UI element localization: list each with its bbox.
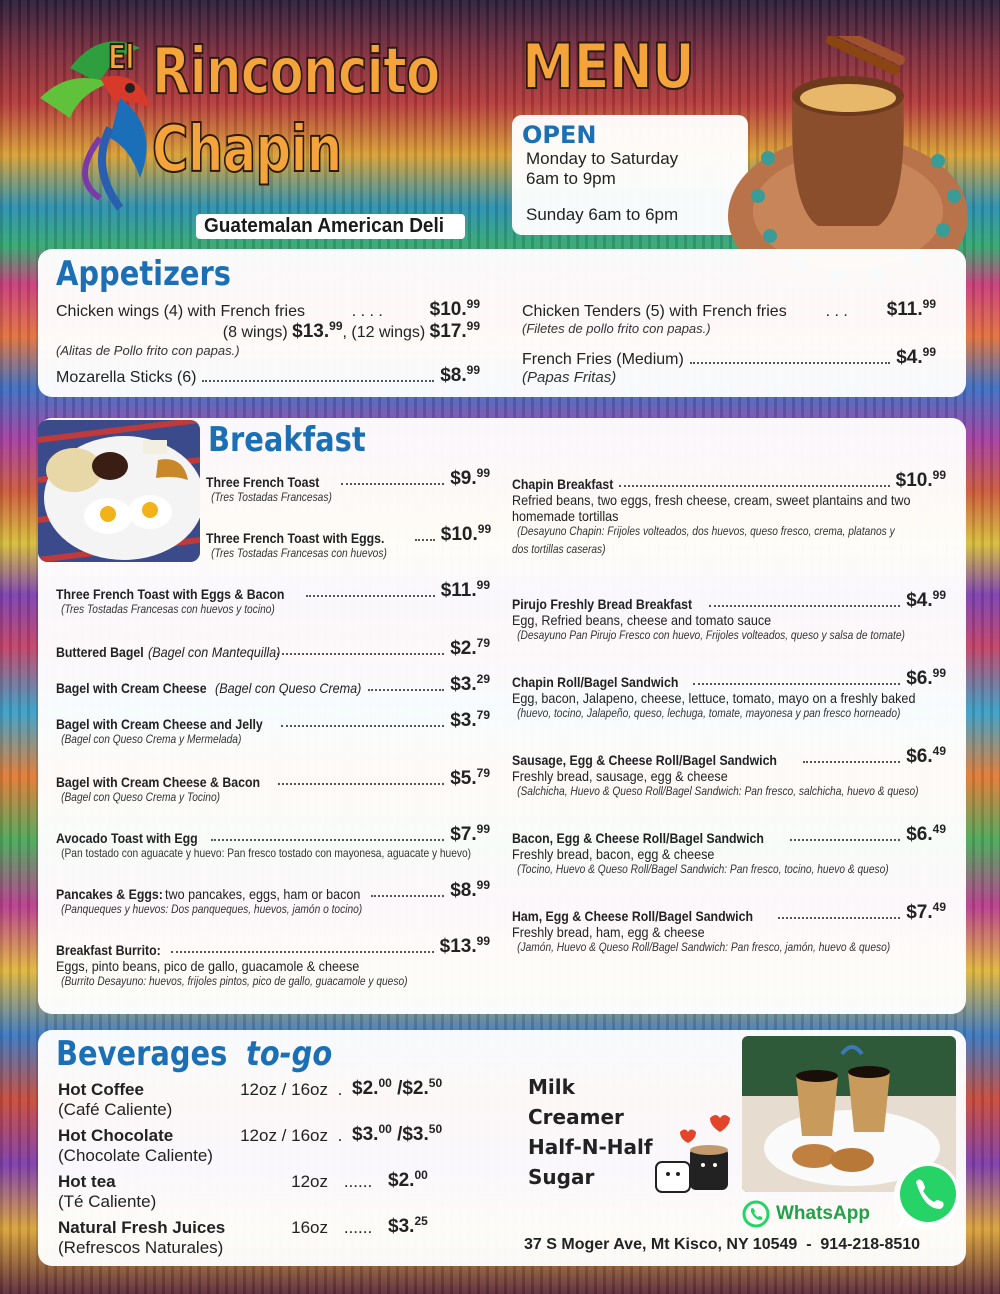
brand-line-2: Chapin xyxy=(152,113,342,187)
item-price: $9.99 xyxy=(450,466,490,489)
breakfast-title: Breakfast xyxy=(208,420,366,460)
breakfast-item: Pirujo Freshly Bread Breakfast $4.99 Egg, Refried beans, cheese and tomato sauce (Desayuno Pan Pirujo Fresco con huevo, Frijoles volteados, queso y salsa de tomate) xyxy=(512,588,946,642)
breakfast-item: Three French Toast with Eggs. $10.99 (Tres Tostadas Francesas con huevos) xyxy=(206,522,492,560)
hours-title: OPEN xyxy=(522,121,597,149)
whatsapp-icon[interactable] xyxy=(890,1158,966,1234)
item-name: French Fries (Medium) xyxy=(522,351,684,368)
extra-sugar: Sugar xyxy=(528,1165,595,1189)
item-price: $8.99 xyxy=(440,363,480,386)
beverages-panel xyxy=(38,1030,966,1266)
breakfast-item: Sausage, Egg & Cheese Roll/Bagel Sandwich $6.49 Freshly bread, sausage, egg & cheese (Salchicha, Huevo & Queso Roll/Bagel Sandwich: Pan fresco, salchicha, huevo & queso) xyxy=(512,744,946,798)
item-price: $11.99 xyxy=(440,578,490,601)
extra-half-n-half: Half-N-Half xyxy=(528,1135,653,1159)
breakfast-item: Buttered Bagel (Bagel con Mantequilla) $2.79 xyxy=(56,636,490,660)
hours-weekday-time: 6am to 9pm xyxy=(526,169,616,188)
item-price: $10.99 xyxy=(895,468,946,491)
breakfast-item: Ham, Egg & Cheese Roll/Bagel Sandwich $7.49 Freshly bread, ham, egg & cheese (Jamón, Huevo & Queso Roll/Bagel Sandwich: Pan fresco, jamón, huevo & queso) xyxy=(512,900,946,954)
item-price: $2.79 xyxy=(450,636,490,659)
coffee-cups-cartoon xyxy=(650,1110,740,1200)
item-price: $10.99 xyxy=(429,297,480,320)
brand-prefix: El xyxy=(108,38,134,78)
address-phone: 37 S Moger Ave, Mt Kisco, NY 10549 - 914-218-8510 xyxy=(524,1236,921,1253)
beverages-title: Beverages to-go xyxy=(56,1034,333,1074)
beverage-item: Hot Coffee 12oz / 16oz . $2.00 /$2.50 (Café Caliente) xyxy=(58,1076,443,1119)
breakfast-item: Bagel with Cream Cheese and Jelly $3.79 (Bagel con Queso Crema y Mermelada) xyxy=(56,708,490,746)
menu-title: MENU xyxy=(522,30,694,103)
item-price: $4.99 xyxy=(906,588,946,611)
hours-sunday: Sunday 6am to 6pm xyxy=(526,205,679,224)
appetizer-french-fries xyxy=(522,347,936,386)
breakfast-item: Pancakes & Eggs: two pancakes, eggs, ham or bacon $8.99 (Panqueques y huevos: Dos panqueques, huevos, jamón o tocino) xyxy=(56,878,490,916)
whatsapp-badge[interactable] xyxy=(742,1200,870,1228)
item-name: Chicken wings (4) with French fries xyxy=(56,303,305,320)
beverage-item: Natural Fresh Juices 16oz ...... $3.25 (Refrescos Naturales) xyxy=(58,1214,428,1257)
item-price: $7.49 xyxy=(906,900,946,923)
appetizer-chicken-wings: Chicken wings (4) with French fries . . . . $10.99 (8 wings) $13.99, (12 wings) $17.99 (Alitas de Pollo frito con papas.) xyxy=(56,297,480,358)
breakfast-item: Bacon, Egg & Cheese Roll/Bagel Sandwich $6.49 Freshly bread, bacon, egg & cheese (Tocino, Huevo & Queso Roll/Bagel Sandwich: Pan fresco, tocino, huevo & queso) xyxy=(512,822,946,876)
appetizer-mozarella-sticks xyxy=(56,365,480,387)
item-price: $7.99 xyxy=(450,822,490,845)
appetizers-title: Appetizers xyxy=(56,254,231,294)
beverage-item: Hot Chocolate 12oz / 16oz . $3.00 /$3.50 (Chocolate Caliente) xyxy=(58,1122,443,1165)
item-name: Mozarella Sticks (6) xyxy=(56,369,197,386)
item-price: $5.79 xyxy=(450,766,490,789)
item-spanish: (Alitas de Pollo frito con papas.) xyxy=(56,343,240,358)
item-spanish: (Filetes de pollo frito con papas.) xyxy=(522,321,711,336)
item-price: $8.99 xyxy=(450,878,490,901)
hours-box xyxy=(512,115,748,235)
item-price: $3.29 xyxy=(450,672,490,695)
beverage-extras xyxy=(528,1072,653,1192)
extra-creamer: Creamer xyxy=(528,1105,624,1129)
hours-weekdays: Monday to Saturday xyxy=(526,149,679,168)
item-price: $3.79 xyxy=(450,708,490,731)
extra-milk: Milk xyxy=(528,1075,575,1099)
beverage-item: Hot tea 12oz ...... $2.00 (Té Caliente) xyxy=(58,1168,428,1211)
appetizer-chicken-tenders: Chicken Tenders (5) with French fries . . . $11.99 (Filetes de pollo frito con papas.) xyxy=(522,297,936,336)
breakfast-photo xyxy=(38,420,200,562)
item-extra-prices: (8 wings) $13.99, (12 wings) $17.99 xyxy=(222,319,480,342)
item-price: $6.49 xyxy=(906,744,946,767)
brand-line-1: Rinconcito xyxy=(152,35,440,109)
item-spanish: (Papas Fritas) xyxy=(522,369,617,386)
whatsapp-label: WhatsApp xyxy=(776,1203,870,1224)
item-price: $13.99 xyxy=(439,934,490,957)
item-price: $4.99 xyxy=(896,345,936,368)
breakfast-item: Three French Toast with Eggs & Bacon $11.99 (Tres Tostadas Francesas con huevos y tocino) xyxy=(56,578,490,616)
breakfast-item: Bagel with Cream Cheese (Bagel con Queso Crema) $3.29 xyxy=(56,672,490,696)
breakfast-item: Chapin Breakfast $10.99 Refried beans, two eggs, fresh cheese, cream, sweet plantains and two homemade tortillas (Desayuno Chapin: Frijoles volteados, dos huevos, queso fresco, crema, platanos y dos tortillas caseras) xyxy=(512,468,946,556)
breakfast-item: Bagel with Cream Cheese & Bacon $5.79 (Bagel con Queso Crema y Tocino) xyxy=(56,766,490,804)
item-price: $6.49 xyxy=(906,822,946,845)
breakfast-item: Chapin Roll/Bagel Sandwich $6.99 Egg, bacon, Jalapeno, cheese, lettuce, tomato, mayo on a freshly baked (huevo, tocino, Jalapeño, queso, lechuga, tomate, mayonesa y pan fresco horneado) xyxy=(512,666,946,720)
item-name: Chicken Tenders (5) with French fries xyxy=(522,303,787,320)
appetizers-panel xyxy=(38,249,966,397)
whatsapp-icon xyxy=(742,1200,770,1228)
breakfast-item: Three French Toast $9.99 (Tres Tostadas Francesas) xyxy=(206,466,490,504)
breakfast-item: Avocado Toast with Egg $7.99 (Pan tostado con aguacate y huevo: Pan fresco tostado con mayonesa, aguacate y huevo) xyxy=(56,822,490,860)
subtitle-text: Guatemalan American Deli xyxy=(204,215,445,237)
brand-subtitle xyxy=(196,214,465,239)
breakfast-panel xyxy=(38,418,966,1014)
breakfast-item: Breakfast Burrito: $13.99 Eggs, pinto beans, pico de gallo, guacamole & cheese (Burrito Desayuno: huevos, frijoles pintos, pico de gallo, guacamole y queso) xyxy=(56,934,490,988)
item-price: $6.99 xyxy=(906,666,946,689)
item-price: $10.99 xyxy=(440,522,492,545)
item-price: $11.99 xyxy=(886,297,936,320)
